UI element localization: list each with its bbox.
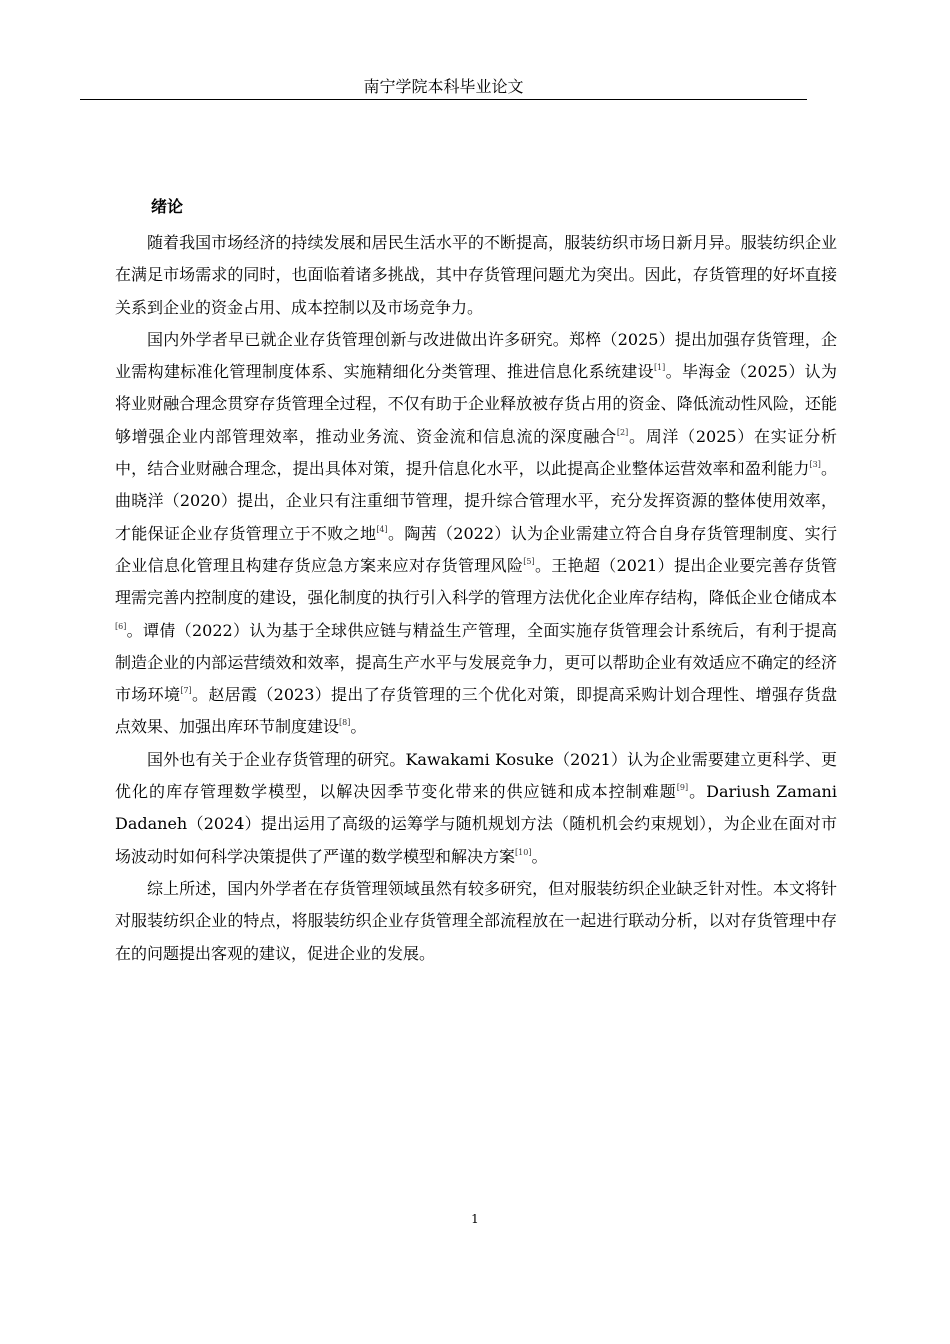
citation-ref: [2] — [616, 427, 629, 437]
body-paragraph — [115, 324, 837, 744]
citation-ref: [1] — [653, 363, 666, 373]
header-divider — [80, 99, 807, 100]
section-heading: 绪论 — [151, 197, 184, 216]
paragraph-text: 随着我国市场经济的持续发展和居民生活水平的不断提高，服装纺织市场日新月异。服装纺织企业在满足市场需求的同时，也面临着诸多挑战，其中存货管理问题尤为突出。因此，存货管理的好坏直接关系到企业的资金占用、成本控制以及市场竞争力。 — [115, 233, 837, 317]
body-paragraph — [115, 227, 837, 324]
paragraph-text: 。曲晓洋（2020）提出，企业只有注重细节管理，提升综合管理水平，充分发挥资源的整体使用效率，才能保证企业存货管理立于不败之地 — [115, 459, 837, 543]
citation-ref: [8] — [339, 718, 351, 728]
citation-ref: [9] — [676, 783, 689, 793]
citation-ref: [4] — [376, 524, 388, 534]
body-paragraph — [115, 744, 837, 873]
paragraph-text: 综上所述，国内外学者在存货管理领域虽然有较多研究，但对服装纺织企业缺乏针对性。本文将针对服装纺织企业的特点，将服装纺织企业存货管理全部流程放在一起进行联动分析，以对存货管理中存在的问题提出客观的建议，促进企业的发展。 — [115, 878, 837, 963]
citation-ref: [7] — [180, 686, 192, 696]
citation-ref: [6] — [115, 621, 127, 631]
paragraph-text: 。陶茜（2022）认为企业需建立符合自身存货管理制度、实行企业信息化管理且构建存货应急方案来应对存货管理风险 — [115, 523, 837, 575]
body-text — [115, 227, 837, 970]
citation-ref: [5] — [523, 556, 535, 566]
paragraph-text: 。谭倩（2022）认为基于全球供应链与精益生产管理，全面实施存货管理会计系统后，有利于提高制造企业的内部运营绩效和效率，提高生产水平与发展竞争力，更可以帮助企业有效适应不确定的经济市场环境 — [115, 620, 837, 705]
paragraph-text: 。 — [531, 846, 548, 866]
page-number: 1 — [471, 1212, 479, 1226]
paragraph-text: 。周洋（2025）在实证分析中，结合业财融合理念，提出具体对策，提升信息化水平，以此提高企业整体运营效率和盈利能力 — [115, 426, 837, 479]
paragraph-text: 。Dariush Zamani Dadaneh（2024）提出运用了高级的运筹学与随机规划方法（随机机会约束规划），为企业在面对市场波动时如何科学决策提供了严谨的数学模型和解决方案 — [115, 782, 837, 866]
citation-ref: [10] — [515, 847, 532, 857]
body-paragraph — [115, 873, 837, 970]
paragraph-text: 。王艳超（2021）提出企业要完善存货管理需完善内控制度的建设，强化制度的执行引入科学的管理方法优化企业库存结构，降低企业仓储成本 — [115, 555, 837, 608]
paragraph-text: 。赵居霞（2023）提出了存货管理的三个优化对策，即提高采购计划合理性、增强存货盘点效果、加强出库环节制度建设 — [115, 685, 837, 737]
paragraph-text: 国外也有关于企业存货管理的研究。Kawakami Kosuke（2021）认为企业需要建立更科学、更优化的库存管理数学模型，以解决因季节变化带来的供应链和成本控制难题 — [115, 749, 837, 802]
citation-ref: [3] — [809, 460, 821, 470]
running-header-title: 南宁学院本科毕业论文 — [363, 77, 524, 96]
paragraph-text: 国内外学者早已就企业存货管理创新与改进做出许多研究。郑椊（2025）提出加强存货管理，企业需构建标准化管理制度体系、实施精细化分类管理、推进信息化系统建设 — [115, 329, 837, 382]
paragraph-text: 。毕海金（2025）认为将业财融合理念贯穿存货管理全过程，不仅有助于企业释放被存货占用的资金、降低流动性风险，还能够增强企业内部管理效率，推动业务流、资金流和信息流的深度融合 — [115, 362, 837, 446]
paragraph-text: 。 — [350, 717, 367, 737]
